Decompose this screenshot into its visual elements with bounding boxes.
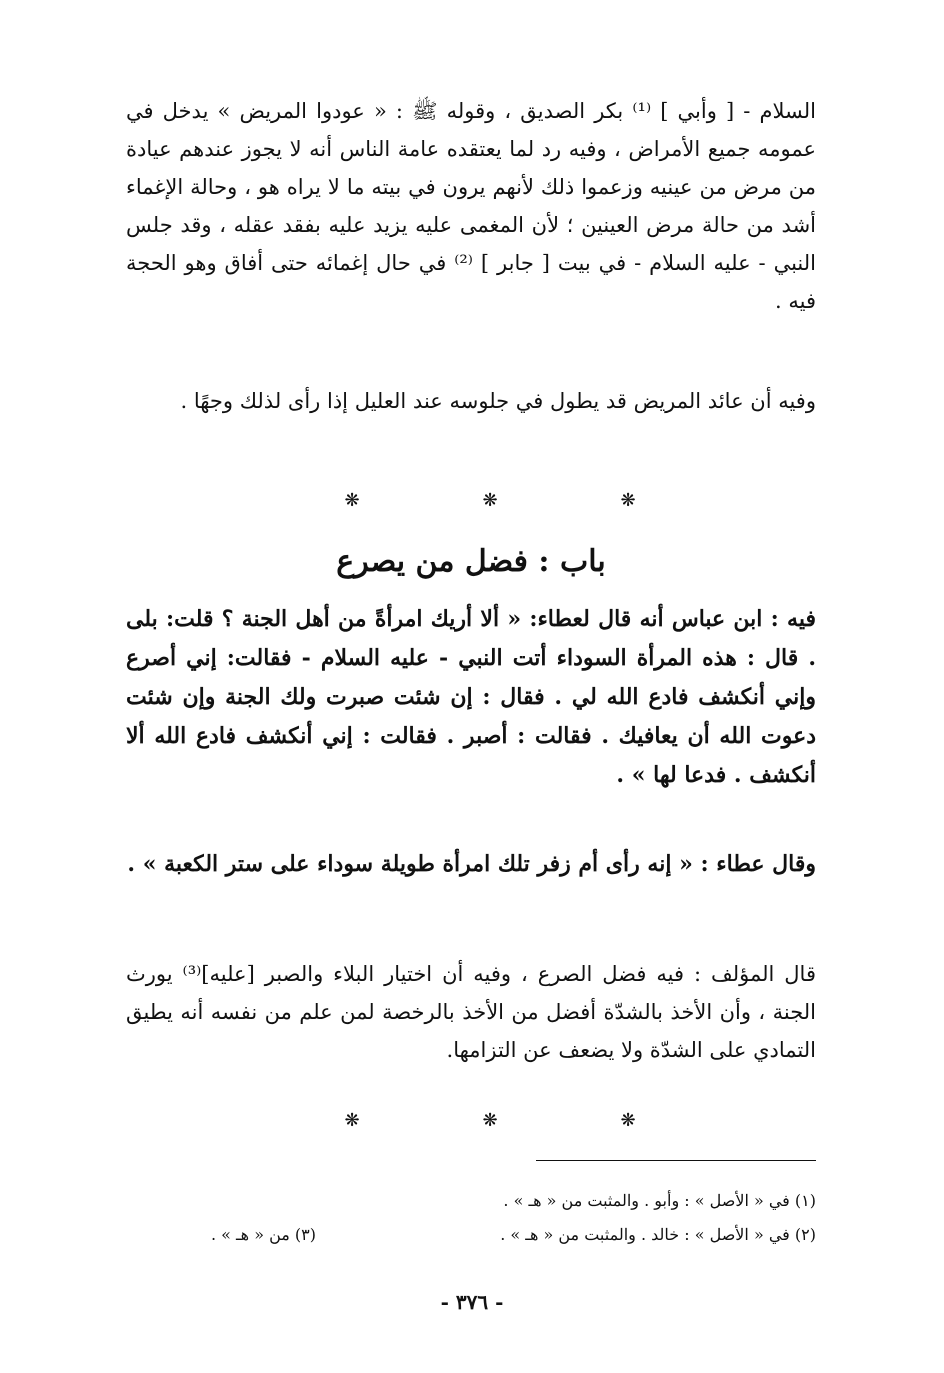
asterism-icon: ❋ [482, 490, 498, 511]
section-separator-bottom [340, 1110, 640, 1131]
paragraph-author-comment: قال المؤلف : فيه فضل الصرع ، وفيه أن اختيار البلاء والصبر [عليه]⁽³⁾ يورث الجنة ، وأن الأخذ بالشدّة أفضل من الأخذ بالرخصة لمن علم من نفسه أنه يطيق التمادي على الشدّة ولا يضعف عن التزامها. [126, 962, 816, 1062]
asterism-icon: ❋ [620, 490, 636, 511]
chapter-heading: باب : فضل من يصرع [336, 544, 606, 579]
paragraph-hadith-ibn-abbas: فيه : ابن عباس أنه قال لعطاء: « ألا أريك امرأةً من أهل الجنة ؟ قلت: بلى . قال : هذه المرأة السوداء أتت النبي - عليه السلام - فقالت: إني أصرع وإني أنكشف فادع الله لي . فقال : إن شئت صبرت ولك الجنة وإن شئت دعوت الله أن يعافيك . فقالت : أصبر . فقالت : إني أنكشف فادع الله ألا أنكشف . فدعا لها » . [126, 606, 816, 788]
footnote-2: (٢) في « الأصل » : خالد . والمثبت من « هـ » . [500, 1225, 816, 1244]
asterism-icon: ❋ [482, 1110, 498, 1131]
asterism-icon: ❋ [344, 1110, 360, 1131]
paragraph-visitor-sitting: وفيه أن عائد المريض قد يطول في جلوسه عند العليل إذا رأى لذلك وجهًا . [180, 389, 816, 413]
asterism-icon: ❋ [620, 1110, 636, 1131]
footnote-3: (٣) من « هـ » . [210, 1225, 316, 1244]
footnote-1: (١) في « الأصل » : وأبو . والمثبت من « هـ » . [503, 1191, 816, 1210]
section-separator-top [340, 490, 640, 511]
footnote-divider [536, 1160, 816, 1161]
paragraph-visiting-sick: السلام - [ وأبي ] ⁽¹⁾ بكر الصديق ، وقوله ﷺ : « عودوا المريض » يدخل في عمومه جميع الأمراض ، وفيه رد لما يعتقده عامة الناس أنه لا يجوز عندهم عيادة من مرض من عينيه وزعموا ذلك لأنهم يرون في بيته ما لا يراه هو ، وحالة الإغماء أشد من حالة مرض العينين ؛ لأن المغمى عليه يزيد عليه بفقد عقله ، وقد جلس النبي - عليه السلام - في بيت [ جابر ] ⁽²⁾ في حال إغمائه حتى أفاق وهو الحجة فيه . [126, 99, 817, 313]
page-number: - ٣٧٦ - [440, 1290, 504, 1314]
paragraph-ata-narration: وقال عطاء : « إنه رأى أم زفر تلك امرأة طويلة سوداء على ستر الكعبة » . [127, 851, 816, 877]
asterism-icon: ❋ [344, 490, 360, 511]
